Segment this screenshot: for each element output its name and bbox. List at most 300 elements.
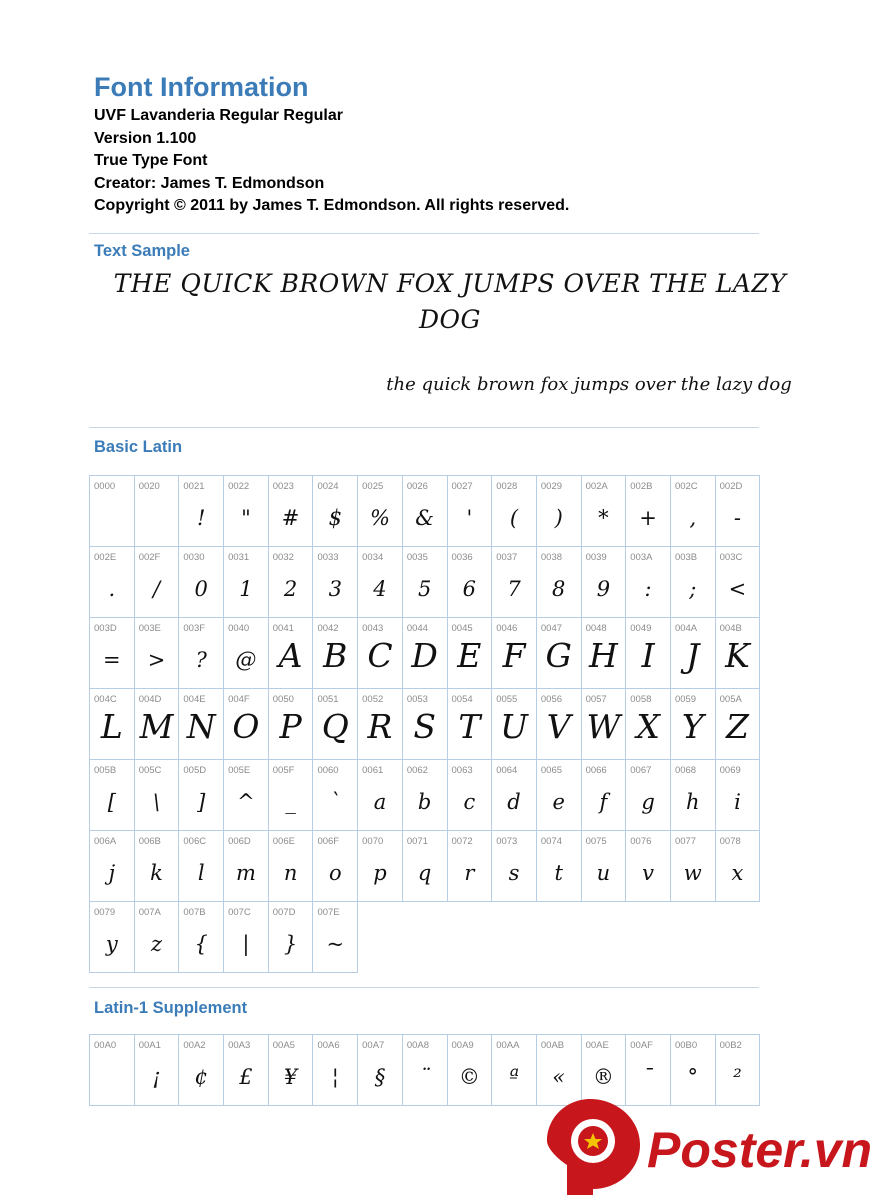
glyph-code: 00A1	[138, 1040, 161, 1051]
glyph-cell	[358, 547, 403, 618]
glyph-char: %	[369, 506, 390, 530]
glyph-code: 0074	[540, 836, 563, 847]
glyph-code: 007C	[228, 907, 251, 918]
glyph-code: 0073	[496, 836, 518, 847]
glyph-char: 6	[462, 577, 477, 601]
glyph-cell	[626, 476, 671, 547]
glyph-char: M	[139, 707, 174, 746]
glyph-code: 0033	[317, 552, 339, 563]
glyph-code: 002F	[138, 552, 161, 563]
glyph-code: 006F	[317, 836, 340, 847]
glyph-char: m	[235, 861, 256, 885]
logo-wordmark: Poster.vn	[647, 1122, 873, 1178]
glyph-code: 0061	[362, 765, 384, 776]
glyph-char: ®	[592, 1065, 614, 1089]
glyph-cell	[716, 618, 761, 689]
glyph-char: q	[417, 861, 432, 885]
font-information	[94, 72, 569, 218]
glyph-char: E	[457, 636, 482, 675]
glyph-code: 0043	[362, 623, 384, 634]
glyph-code: 004E	[183, 694, 206, 705]
glyph-cell	[313, 760, 358, 831]
glyph-cell	[90, 689, 135, 760]
glyph-code: 0030	[183, 552, 205, 563]
glyph-cell	[135, 689, 180, 760]
poster-vn-logo	[545, 1095, 873, 1195]
glyph-cell	[537, 547, 582, 618]
glyph-code: 0064	[496, 765, 518, 776]
glyph-code: 0054	[451, 694, 473, 705]
glyph-cell	[448, 831, 493, 902]
glyph-cell	[90, 902, 135, 973]
glyph-code: 004F	[228, 694, 250, 705]
glyph-code: 004A	[674, 623, 698, 634]
glyph-code: 0052	[362, 694, 384, 705]
glyph-cell	[448, 1035, 493, 1106]
glyph-cell	[492, 689, 537, 760]
glyph-cell	[224, 1035, 269, 1106]
glyph-code: 00A0	[94, 1040, 117, 1051]
glyph-cell	[716, 760, 761, 831]
glyph-cell	[671, 476, 716, 547]
glyph-cell	[135, 547, 180, 618]
divider	[89, 427, 759, 428]
glyph-char: b	[417, 790, 432, 814]
glyph-char: ¢	[194, 1065, 208, 1089]
glyph-cell	[492, 618, 537, 689]
glyph-cell	[492, 1035, 537, 1106]
glyph-char: {	[194, 932, 208, 956]
glyph-code: 00A3	[228, 1040, 251, 1051]
glyph-char: R	[367, 707, 393, 746]
glyph-cell	[313, 902, 358, 973]
glyph-cell	[224, 618, 269, 689]
glyph-char: S	[413, 707, 436, 746]
glyph-code: 006A	[94, 836, 117, 847]
glyph-cell	[269, 831, 314, 902]
glyph-cell	[90, 547, 135, 618]
glyph-cell	[671, 831, 716, 902]
glyph-char: .	[108, 577, 116, 601]
glyph-char: <	[728, 577, 747, 601]
glyph-char: £	[239, 1065, 253, 1089]
glyph-char: 1	[239, 577, 253, 601]
glyph-cell	[224, 902, 269, 973]
glyph-char: >	[147, 648, 166, 672]
glyph-code: 0057	[585, 694, 607, 705]
glyph-code: 0026	[406, 481, 428, 492]
font-name: UVF Lavanderia Regular Regular	[94, 107, 343, 124]
glyph-code: 0059	[674, 694, 697, 705]
glyph-code: 0070	[362, 836, 384, 847]
glyph-char: L	[100, 707, 123, 746]
glyph-cell	[135, 618, 180, 689]
glyph-cell	[135, 1035, 180, 1106]
glyph-cell	[90, 1035, 135, 1106]
glyph-char: z	[150, 932, 163, 956]
glyph-char: X	[636, 707, 660, 746]
glyph-row	[90, 547, 760, 618]
glyph-code: 00AF	[630, 1040, 653, 1051]
glyph-code: 0041	[272, 623, 294, 634]
glyph-cell	[448, 618, 493, 689]
glyph-cell	[716, 476, 761, 547]
glyph-code: 00A5	[272, 1040, 295, 1051]
glyph-char: C	[367, 636, 393, 675]
glyph-char: p	[373, 861, 387, 885]
glyph-code: 0075	[585, 836, 607, 847]
glyph-code: 0020	[138, 481, 160, 492]
glyph-code: 0023	[272, 481, 294, 492]
glyph-cell	[179, 689, 224, 760]
glyph-cell	[448, 547, 493, 618]
glyph-char: ²	[733, 1065, 742, 1089]
glyph-cell	[135, 476, 180, 547]
uppercase-sample: THE QUICK BROWN FOX JUMPS OVER THE LAZY DOG	[113, 269, 787, 334]
glyph-cell	[582, 476, 627, 547]
glyph-char: O	[232, 707, 260, 746]
glyph-code: 0048	[585, 623, 607, 634]
glyph-char: (	[509, 506, 519, 530]
glyph-char: 0	[194, 577, 208, 601]
glyph-code: 007E	[317, 907, 340, 918]
glyph-char: _	[285, 790, 296, 814]
glyph-code: 003E	[138, 623, 161, 634]
glyph-cell	[537, 689, 582, 760]
glyph-code: 0065	[540, 765, 563, 776]
glyph-code: 0029	[540, 481, 563, 492]
glyph-code: 00A9	[451, 1040, 474, 1051]
glyph-code: 0032	[272, 552, 294, 563]
glyph-char: ^	[237, 790, 255, 814]
glyph-char: x	[731, 861, 744, 885]
glyph-code: 0037	[496, 552, 518, 563]
basic-latin-title: Basic Latin	[94, 438, 183, 456]
glyph-code: 0025	[362, 481, 384, 492]
glyph-cell	[537, 618, 582, 689]
glyph-code: 0050	[272, 694, 294, 705]
glyph-cell	[179, 547, 224, 618]
glyph-cell	[582, 547, 627, 618]
glyph-cell	[179, 902, 224, 973]
glyph-char: :	[644, 577, 652, 601]
glyph-cell	[90, 618, 135, 689]
glyph-cell	[448, 476, 493, 547]
glyph-char: ]	[197, 790, 206, 814]
glyph-cell	[492, 760, 537, 831]
font-copyright: Copyright © 2011 by James T. Edmondson. All rights reserved.	[94, 197, 570, 214]
glyph-char: §	[374, 1065, 386, 1089]
glyph-cell	[671, 689, 716, 760]
glyph-code: 0034	[362, 552, 384, 563]
glyph-char: d	[507, 790, 521, 814]
glyph-code: 0040	[228, 623, 250, 634]
glyph-cell	[179, 618, 224, 689]
glyph-char: j	[108, 861, 116, 885]
glyph-code: 0022	[228, 481, 250, 492]
glyph-cell	[582, 760, 627, 831]
glyph-cell	[716, 689, 761, 760]
glyph-char: 4	[373, 577, 387, 601]
glyph-char: G	[545, 636, 572, 675]
glyph-row	[90, 902, 760, 973]
glyph-char: *	[598, 506, 609, 530]
glyph-char: N	[186, 707, 216, 746]
divider	[89, 987, 759, 988]
glyph-char: ¦	[331, 1065, 339, 1089]
glyph-cell	[135, 902, 180, 973]
glyph-cell	[403, 1035, 448, 1106]
glyph-cell	[269, 1035, 314, 1106]
glyph-code: 0035	[406, 552, 428, 563]
divider	[89, 233, 759, 234]
glyph-cell	[626, 689, 671, 760]
glyph-char: +	[639, 506, 657, 530]
glyph-char: /	[152, 577, 161, 601]
glyph-cell	[269, 760, 314, 831]
glyph-code: 0055	[496, 694, 518, 705]
glyph-code: 0028	[496, 481, 518, 492]
glyph-cell	[671, 760, 716, 831]
latin1-title: Latin-1 Supplement	[94, 999, 248, 1017]
glyph-cell	[269, 547, 314, 618]
glyph-code: 00A8	[406, 1040, 429, 1051]
glyph-code: 0051	[317, 694, 339, 705]
glyph-cell	[582, 831, 627, 902]
glyph-char: u	[596, 861, 611, 885]
glyph-row	[90, 831, 760, 902]
glyph-char: ;	[689, 577, 697, 601]
glyph-char: H	[589, 636, 618, 675]
glyph-code: 0046	[496, 623, 518, 634]
glyph-char: D	[411, 636, 438, 675]
glyph-code: 0062	[406, 765, 428, 776]
glyph-code: 004C	[94, 694, 117, 705]
glyph-char: ¯	[642, 1065, 654, 1089]
glyph-cell	[358, 1035, 403, 1106]
glyph-code: 007A	[138, 907, 161, 918]
glyph-char: I	[641, 636, 655, 675]
glyph-char: ,	[689, 506, 697, 530]
glyph-cell	[492, 547, 537, 618]
glyph-code: 0021	[183, 481, 205, 492]
glyph-char: 8	[552, 577, 566, 601]
glyph-char: W	[586, 707, 621, 746]
glyph-cell	[269, 902, 314, 973]
glyph-code: 0063	[451, 765, 473, 776]
glyph-cell	[224, 760, 269, 831]
glyph-code: 006E	[272, 836, 295, 847]
glyph-cell	[313, 689, 358, 760]
glyph-char: [	[107, 790, 116, 814]
glyph-char: Q	[321, 707, 349, 746]
glyph-char: a	[373, 790, 387, 814]
glyph-char: Z	[726, 707, 749, 746]
glyph-cell	[403, 760, 448, 831]
glyph-cell	[313, 831, 358, 902]
glyph-cell	[90, 760, 135, 831]
glyph-char: k	[150, 861, 163, 885]
glyph-code: 007D	[272, 907, 296, 918]
glyph-code: 00B0	[674, 1040, 698, 1051]
glyph-cell	[582, 618, 627, 689]
glyph-cell	[179, 1035, 224, 1106]
glyph-code: 00B2	[719, 1040, 742, 1051]
glyph-code: 0024	[317, 481, 339, 492]
glyph-code: 0031	[228, 552, 250, 563]
glyph-char: A	[278, 636, 303, 675]
glyph-code: 002B	[630, 481, 653, 492]
glyph-cell	[537, 831, 582, 902]
glyph-code: 007B	[183, 907, 206, 918]
glyph-cell	[403, 831, 448, 902]
glyph-char: #	[281, 506, 300, 530]
glyph-char: "	[241, 506, 251, 530]
glyph-char: 9	[596, 577, 611, 601]
glyph-cell	[403, 476, 448, 547]
glyph-char: e	[552, 790, 565, 814]
glyph-char: t	[554, 861, 563, 885]
glyph-cell	[626, 547, 671, 618]
glyph-char: g	[641, 790, 655, 814]
glyph-cell	[716, 831, 761, 902]
glyph-code: 003D	[94, 623, 117, 634]
glyph-code: 0068	[674, 765, 697, 776]
glyph-char: ?	[195, 648, 207, 672]
glyph-code: 0069	[719, 765, 741, 776]
glyph-char: U	[500, 707, 528, 746]
glyph-cell	[269, 618, 314, 689]
glyph-code: 0078	[719, 836, 741, 847]
glyph-cell	[448, 689, 493, 760]
glyph-char: \	[152, 790, 161, 814]
glyph-code: 005F	[272, 765, 295, 776]
glyph-cell	[313, 547, 358, 618]
glyph-row	[90, 760, 760, 831]
glyph-char: «	[552, 1065, 566, 1089]
glyph-code: 003B	[674, 552, 698, 563]
glyph-cell	[179, 760, 224, 831]
glyph-cell	[403, 618, 448, 689]
glyph-code: 0044	[406, 623, 428, 634]
glyph-code: 0039	[585, 552, 607, 563]
glyph-code: 00AA	[496, 1040, 520, 1051]
glyph-code: 006D	[228, 836, 251, 847]
glyph-code: 005E	[228, 765, 251, 776]
glyph-cell	[313, 476, 358, 547]
glyph-code: 006B	[138, 836, 161, 847]
glyph-cell	[224, 831, 269, 902]
glyph-code: 0056	[540, 694, 563, 705]
text-sample-title: Text Sample	[94, 242, 190, 260]
glyph-cell	[313, 1035, 358, 1106]
glyph-char: &	[415, 506, 434, 530]
basic-latin-grid	[89, 475, 760, 973]
glyph-cell	[224, 547, 269, 618]
glyph-char: @	[235, 648, 257, 672]
glyph-code: 005D	[183, 765, 207, 776]
glyph-char: `	[330, 790, 341, 814]
glyph-code: 0036	[451, 552, 473, 563]
glyph-cell	[716, 547, 761, 618]
glyph-cell	[671, 618, 716, 689]
glyph-cell	[313, 618, 358, 689]
glyph-cell	[269, 689, 314, 760]
glyph-cell	[135, 831, 180, 902]
glyph-char: V	[546, 707, 571, 746]
glyph-char: r	[464, 861, 475, 885]
glyph-char: f	[599, 790, 608, 814]
glyph-char: Y	[681, 707, 704, 746]
glyph-char: |	[242, 932, 250, 956]
glyph-code: 005A	[719, 694, 742, 705]
glyph-char: )	[554, 506, 563, 530]
glyph-code: 0067	[630, 765, 652, 776]
glyph-cell	[358, 618, 403, 689]
glyph-char: 5	[417, 577, 432, 601]
glyph-code: 0058	[630, 694, 652, 705]
glyph-char: y	[105, 932, 118, 956]
glyph-cell	[537, 760, 582, 831]
glyph-code: 00A7	[362, 1040, 385, 1051]
glyph-char: ¡	[152, 1065, 161, 1089]
glyph-char: '	[466, 506, 473, 530]
glyph-char: o	[328, 861, 342, 885]
glyph-cell	[135, 760, 180, 831]
glyph-code: 00A6	[317, 1040, 340, 1051]
glyph-cell	[403, 689, 448, 760]
glyph-char: w	[683, 861, 702, 885]
glyph-char: i	[734, 790, 741, 814]
glyph-cell	[90, 476, 135, 547]
glyph-cell	[179, 476, 224, 547]
glyph-cell	[358, 760, 403, 831]
glyph-cell	[179, 831, 224, 902]
glyph-code: 005B	[94, 765, 117, 776]
glyph-code: 002A	[585, 481, 608, 492]
glyph-char: ª	[509, 1065, 520, 1089]
glyph-char: °	[687, 1065, 699, 1089]
glyph-code: 002D	[719, 481, 743, 492]
glyph-cell	[224, 689, 269, 760]
glyph-char: v	[642, 861, 655, 885]
glyph-char: ~	[326, 932, 345, 956]
glyph-cell	[358, 476, 403, 547]
font-creator: Creator: James T. Edmondson	[94, 174, 325, 192]
glyph-code: 0047	[540, 623, 563, 634]
font-version: Version 1.100	[94, 129, 197, 147]
glyph-code: 00AB	[540, 1040, 565, 1051]
glyph-code: 0079	[94, 907, 116, 918]
glyph-code: 005C	[138, 765, 162, 776]
glyph-code: 00A2	[183, 1040, 206, 1051]
glyph-row	[90, 689, 760, 760]
glyph-row	[90, 618, 760, 689]
glyph-code: 00AE	[585, 1040, 609, 1051]
glyph-code: 004B	[719, 623, 742, 634]
glyph-code: 0000	[94, 481, 116, 492]
glyph-cell	[358, 831, 403, 902]
glyph-char: ¨	[419, 1065, 430, 1089]
glyph-char: B	[323, 636, 348, 675]
glyph-char: =	[103, 648, 121, 672]
glyph-row	[90, 476, 760, 547]
glyph-code: 003C	[719, 552, 743, 563]
glyph-char: }	[283, 932, 298, 956]
font-type: True Type Font	[94, 152, 208, 169]
glyph-code: 0066	[585, 765, 607, 776]
glyph-code: 002C	[674, 481, 698, 492]
